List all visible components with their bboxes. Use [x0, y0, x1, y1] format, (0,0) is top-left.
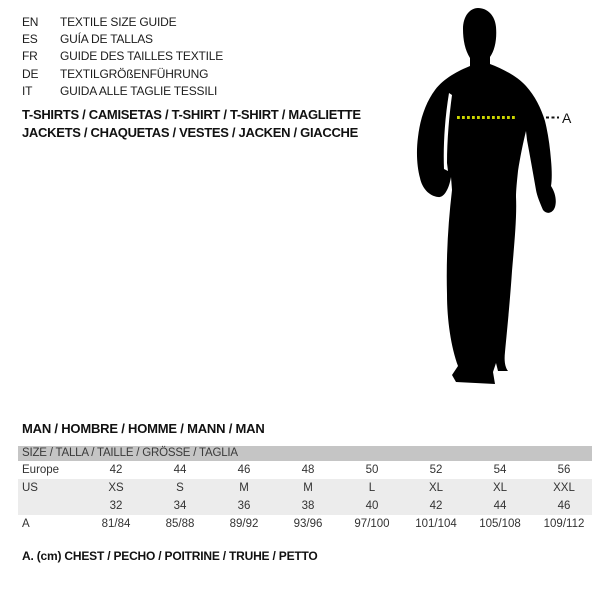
language-title: TEXTILE SIZE GUIDE: [60, 15, 177, 29]
size-value: S: [176, 482, 184, 494]
size-value: XL: [492, 482, 508, 494]
man-silhouette-figure: [400, 0, 600, 400]
size-value: 34: [173, 500, 187, 512]
size-value: XS: [108, 482, 124, 494]
size-table-row: [18, 497, 592, 515]
size-value: 105/108: [479, 518, 521, 530]
language-title: GUIDE DES TAILLES TEXTILE: [60, 49, 224, 64]
size-value: M: [303, 482, 313, 494]
language-row: [22, 31, 223, 48]
size-table-row: [18, 515, 592, 533]
size-value: 44: [493, 500, 507, 512]
language-code: ES: [22, 32, 38, 47]
size-value: 40: [365, 500, 379, 512]
language-code: EN: [22, 15, 39, 29]
size-value: 44: [173, 464, 187, 476]
row-label: [18, 497, 84, 515]
size-table-body: [18, 461, 592, 533]
row-label: US: [22, 482, 38, 494]
category-line: JACKETS / CHAQUETAS / VESTES / JACKEN / GIACCHE: [22, 125, 358, 140]
size-value: 50: [365, 464, 379, 476]
language-row: [22, 66, 223, 83]
size-value: 56: [557, 464, 571, 476]
row-label: Europe: [22, 464, 60, 476]
measurement-footnote: A. (cm) CHEST / PECHO / POITRINE / TRUHE / PETTO: [22, 549, 318, 563]
size-value: 48: [301, 464, 315, 476]
size-table: [18, 446, 592, 533]
size-value: 93/96: [293, 518, 323, 530]
size-value: 97/100: [354, 518, 390, 530]
size-table-header: SIZE / TALLA / TAILLE / GRÖSSE / TAGLIA: [18, 446, 592, 461]
language-title: GUÍA DE TALLAS: [60, 32, 153, 47]
size-value: 52: [429, 464, 443, 476]
size-value: L: [368, 482, 376, 494]
size-table-row: [18, 479, 592, 497]
size-value: 89/92: [229, 518, 259, 530]
language-code: IT: [22, 83, 33, 98]
size-value: 38: [301, 500, 315, 512]
size-value: 46: [237, 464, 251, 476]
size-value: 46: [557, 500, 571, 512]
size-value: XL: [428, 482, 444, 494]
man-silhouette: [417, 8, 556, 384]
language-row: [22, 48, 223, 65]
measure-label-a: A: [562, 110, 572, 126]
language-list: [22, 14, 223, 100]
size-value: 101/104: [415, 518, 457, 530]
language-title: TEXTILGRÖßENFÜHRUNG: [60, 66, 209, 81]
row-label: A: [22, 518, 30, 530]
size-value: 36: [237, 500, 251, 512]
size-value: 42: [109, 464, 123, 476]
size-value: 81/84: [101, 518, 131, 530]
category-line: T-SHIRTS / CAMISETAS / T-SHIRT / T-SHIRT / MAGLIETTE: [22, 107, 361, 122]
section-title: MAN / HOMBRE / HOMME / MANN / MAN: [22, 421, 265, 436]
size-value: 54: [493, 464, 507, 476]
size-value: 42: [429, 500, 443, 512]
language-code: DE: [22, 66, 39, 81]
man-silhouette-svg: [400, 0, 600, 400]
category-heading: [22, 106, 402, 142]
language-row: [22, 14, 223, 31]
size-value: 109/112: [543, 518, 585, 530]
language-title: GUIDA ALLE TAGLIE TESSILI: [60, 83, 218, 98]
language-code: FR: [22, 49, 38, 64]
size-table-row: [18, 461, 592, 479]
size-value: XXL: [553, 482, 575, 494]
size-value: 85/88: [165, 518, 195, 530]
size-value: M: [239, 482, 249, 494]
size-value: 32: [109, 500, 123, 512]
language-row: [22, 83, 223, 100]
